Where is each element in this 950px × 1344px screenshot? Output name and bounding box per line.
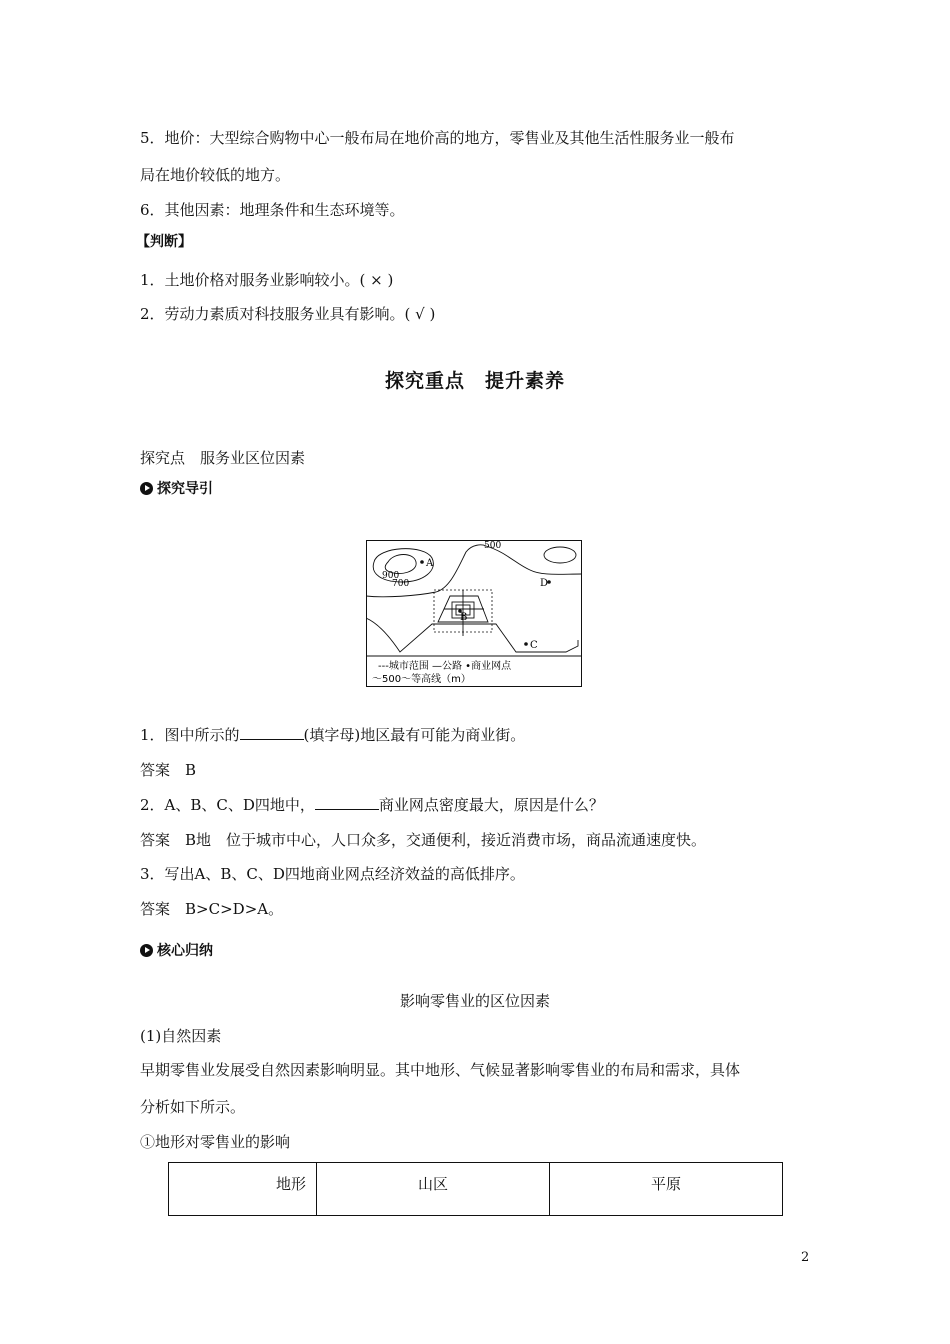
question-2-prefix: 2．A、B、C、D四地中， xyxy=(140,796,315,814)
answer-3-label: 答案 xyxy=(140,900,171,918)
judgement-item-1: 1．土地价格对服务业影响较小。( × ) xyxy=(140,271,394,289)
answer-2-text: B地 位于城市中心，人口众多，交通便利，接近消费市场，商品流通速度快。 xyxy=(185,831,707,849)
answer-1-label: 答案 xyxy=(140,761,171,779)
summary-title: 影响零售业的区位因素 xyxy=(399,992,550,1010)
answer-1 xyxy=(140,760,196,780)
answer-2-label: 答案 xyxy=(140,831,171,849)
point-label-a: A xyxy=(426,558,434,569)
answer-3 xyxy=(140,899,283,919)
play-circle-icon xyxy=(140,944,153,957)
point-label-c: C xyxy=(530,640,538,651)
question-3 xyxy=(140,864,525,884)
question-3-prefix: 3．写出A、B、C、D四地商业网点经济效益的高低排序。 xyxy=(140,865,525,883)
question-1-prefix: 1．图中所示的 xyxy=(140,726,240,744)
point-label-b: B xyxy=(460,612,468,623)
point-6: 6．其他因素：地理条件和生态环境等。 xyxy=(140,201,405,219)
section-title: 探究重点 提升素养 xyxy=(384,370,565,392)
summary-label-text: 核心归纳 xyxy=(157,943,213,959)
terrain-subtitle: ①地形对零售业的影响 xyxy=(140,1133,291,1151)
point-5-line-2: 局在地价较低的地方。 xyxy=(140,166,291,184)
explore-point: 探究点 服务业区位因素 xyxy=(140,449,306,467)
city-map-figure xyxy=(366,540,582,687)
point-marker-c xyxy=(524,642,528,646)
point-5-line-1: 5．地价：大型综合购物中心一般布局在地价高的地方，零售业及其他生活性服务业一般布 xyxy=(140,129,735,147)
answer-blank-2[interactable] xyxy=(315,795,379,810)
question-1-suffix: (填字母)地区最有可能为商业街。 xyxy=(303,726,526,744)
question-1 xyxy=(140,725,525,745)
page-number: 2 xyxy=(801,1250,810,1265)
natural-para-line-2: 分析如下所示。 xyxy=(140,1098,246,1116)
answer-2 xyxy=(140,830,706,850)
question-2 xyxy=(140,795,604,815)
natural-para-line-1: 早期零售业发展受自然因素影响明显。其中地形、气候显著影响零售业的布局和需求，具体 xyxy=(140,1061,741,1079)
table-row xyxy=(169,1163,783,1216)
answer-1-text: B xyxy=(185,761,197,779)
judgement-item-2: 2．劳动力素质对科技服务业具有影响。( √ ) xyxy=(140,305,436,323)
guide-label-text: 探究导引 xyxy=(157,481,213,497)
answer-blank-1[interactable] xyxy=(240,725,304,740)
judgement-title: 【判断】 xyxy=(136,234,192,250)
contour-label-500: 500 xyxy=(484,541,502,551)
table-header-plain: 平原 xyxy=(550,1163,783,1216)
table-header-terrain-text: 地形 xyxy=(275,1175,306,1193)
play-circle-icon xyxy=(140,482,153,495)
answer-3-text: B>C>D>A。 xyxy=(185,900,284,918)
guide-label xyxy=(140,478,213,498)
terrain-table xyxy=(168,1162,783,1216)
contour-label-900: 900 xyxy=(382,571,400,581)
summary-label xyxy=(140,940,213,960)
contour-label-700: 700 xyxy=(392,579,410,589)
table-header-terrain xyxy=(169,1163,317,1216)
legend-row-2: ～500～等高线（m） xyxy=(372,674,471,685)
question-2-suffix: 商业网点密度最大，原因是什么？ xyxy=(378,796,604,814)
legend-row-1: ---城市范围 —公路 •商业网点 xyxy=(378,661,512,672)
table-header-mountain: 山区 xyxy=(317,1163,550,1216)
natural-factors-title: (1)自然因素 xyxy=(140,1027,222,1045)
point-marker-a xyxy=(420,560,424,564)
point-label-d: D xyxy=(540,578,549,589)
